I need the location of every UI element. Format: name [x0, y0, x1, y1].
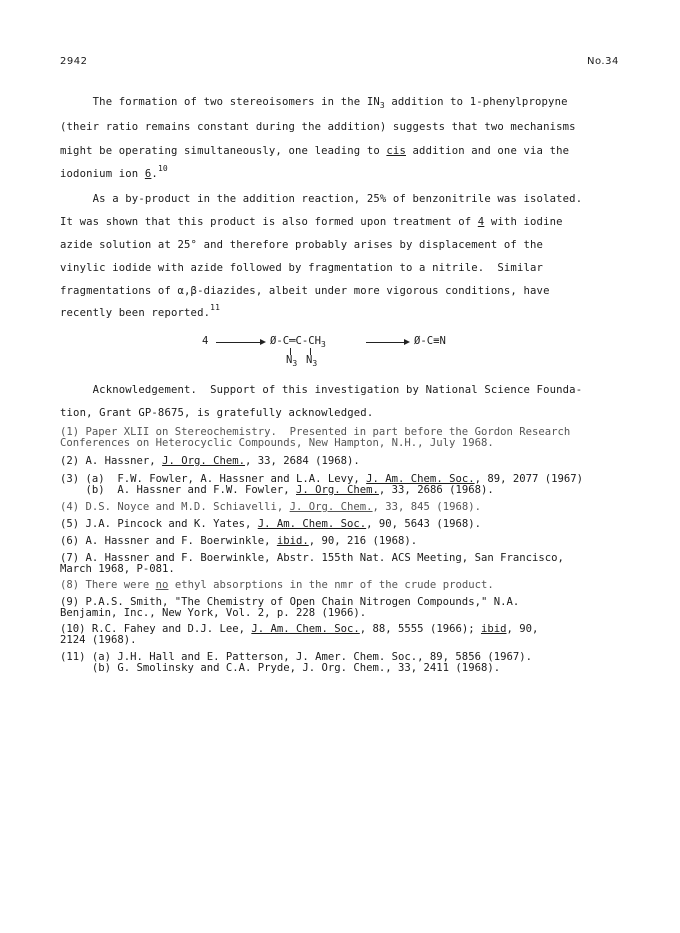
para1-line3: might be operating simultaneously, one leading to cis addition and one via the: [60, 145, 570, 157]
reference-9: (9) P.A.S. Smith, "The Chemistry of Open Chain Nitrogen Compounds," N.A. Benjamin, Inc., New York, Vol. 2, p. 228 (1966).: [60, 596, 520, 619]
reaction-arrow-1: [216, 342, 264, 343]
reference-7: (7) A. Hassner and F. Boerwinkle, Abstr. 155th Nat. ACS Meeting, San Francisco, March 1968, P-081.: [60, 552, 564, 575]
reference-11: (11) (a) J.H. Hall and E. Patterson, J. Amer. Chem. Soc., 89, 5856 (1967). (b) G. Smolinsky and C.A. Pryde, J. Org. Chem., 33, 2411 (1968).: [60, 651, 532, 674]
page-number: 2942: [60, 56, 88, 67]
para2-line5: fragmentations of α,β-diazides, albeit under more vigorous conditions, have: [60, 285, 550, 297]
para1-line4: iodonium ion 6.10: [60, 164, 168, 180]
reaction-arrow-2: [366, 342, 408, 343]
scheme-product: Ø-C≡N: [414, 335, 446, 347]
para2-line3: azide solution at 25° and therefore probably arises by displacement of the: [60, 239, 544, 251]
reference-5: (5) J.A. Pincock and K. Yates, J. Am. Chem. Soc., 90, 5643 (1968).: [60, 518, 481, 530]
scheme-diazide: $Ø-C═C-CH_3$: [270, 335, 326, 349]
reference-2: (2) A. Hassner, J. Org. Chem., 33, 2684 (1968).: [60, 455, 360, 467]
para2-line6: recently been reported.$^{11}$: [60, 303, 221, 319]
reference-6: (6) A. Hassner and F. Boerwinkle, ibid., 90, 216 (1968).: [60, 535, 418, 547]
para2-line2: It was shown that this product is also formed upon treatment of 4 with iodine: [60, 216, 563, 228]
acknowledgement-line2: tion, Grant GP-8675, is gratefully acknowledged.: [60, 407, 374, 419]
reference-3: (3) (a) F.W. Fowler, A. Hassner and L.A. Levy, J. Am. Chem. Soc., 89, 2077 (1967) (b) A. Hassner and F.W. Fowler, J. Org. Chem., 33, 2686 (1968).: [60, 473, 584, 496]
scheme-n3-left: $N_3$: [286, 354, 298, 368]
reference-1: (1) Paper XLII on Stereochemistry. Presented in part before the Gordon Research Conferences on Heterocyclic Compounds, New Hampton, N.H., July 1968.: [60, 426, 571, 449]
reference-8: (8) There were no ethyl absorptions in the nmr of the crude product.: [60, 579, 494, 591]
para2-line1: As a by-product in the addition reaction, 25% of benzonitrile was isolated.: [60, 193, 583, 205]
para1-line2: (their ratio remains constant during the addition) suggests that two mechanisms: [60, 121, 576, 133]
scheme-n3-right: $N_3$: [306, 354, 318, 368]
para1-line1: The formation of two stereoisomers in the $IN_3$ addition to 1-phenylpropyne: [60, 96, 568, 110]
reference-10: (10) R.C. Fahey and D.J. Lee, J. Am. Chem. Soc., 88, 5555 (1966); ibid, 90, 2124 (1968).: [60, 623, 539, 646]
scheme-start-compound: 4: [202, 335, 209, 347]
para2-line4: vinylic iodide with azide followed by fragmentation to a nitrile. Similar: [60, 262, 544, 274]
reference-4: (4) D.S. Noyce and M.D. Schiavelli, J. Org. Chem., 33, 845 (1968).: [60, 501, 481, 513]
acknowledgement-line1: Acknowledgement. Support of this investigation by National Science Founda-: [60, 384, 583, 396]
issue-number: No.34: [587, 56, 619, 67]
reaction-scheme: [196, 335, 476, 375]
